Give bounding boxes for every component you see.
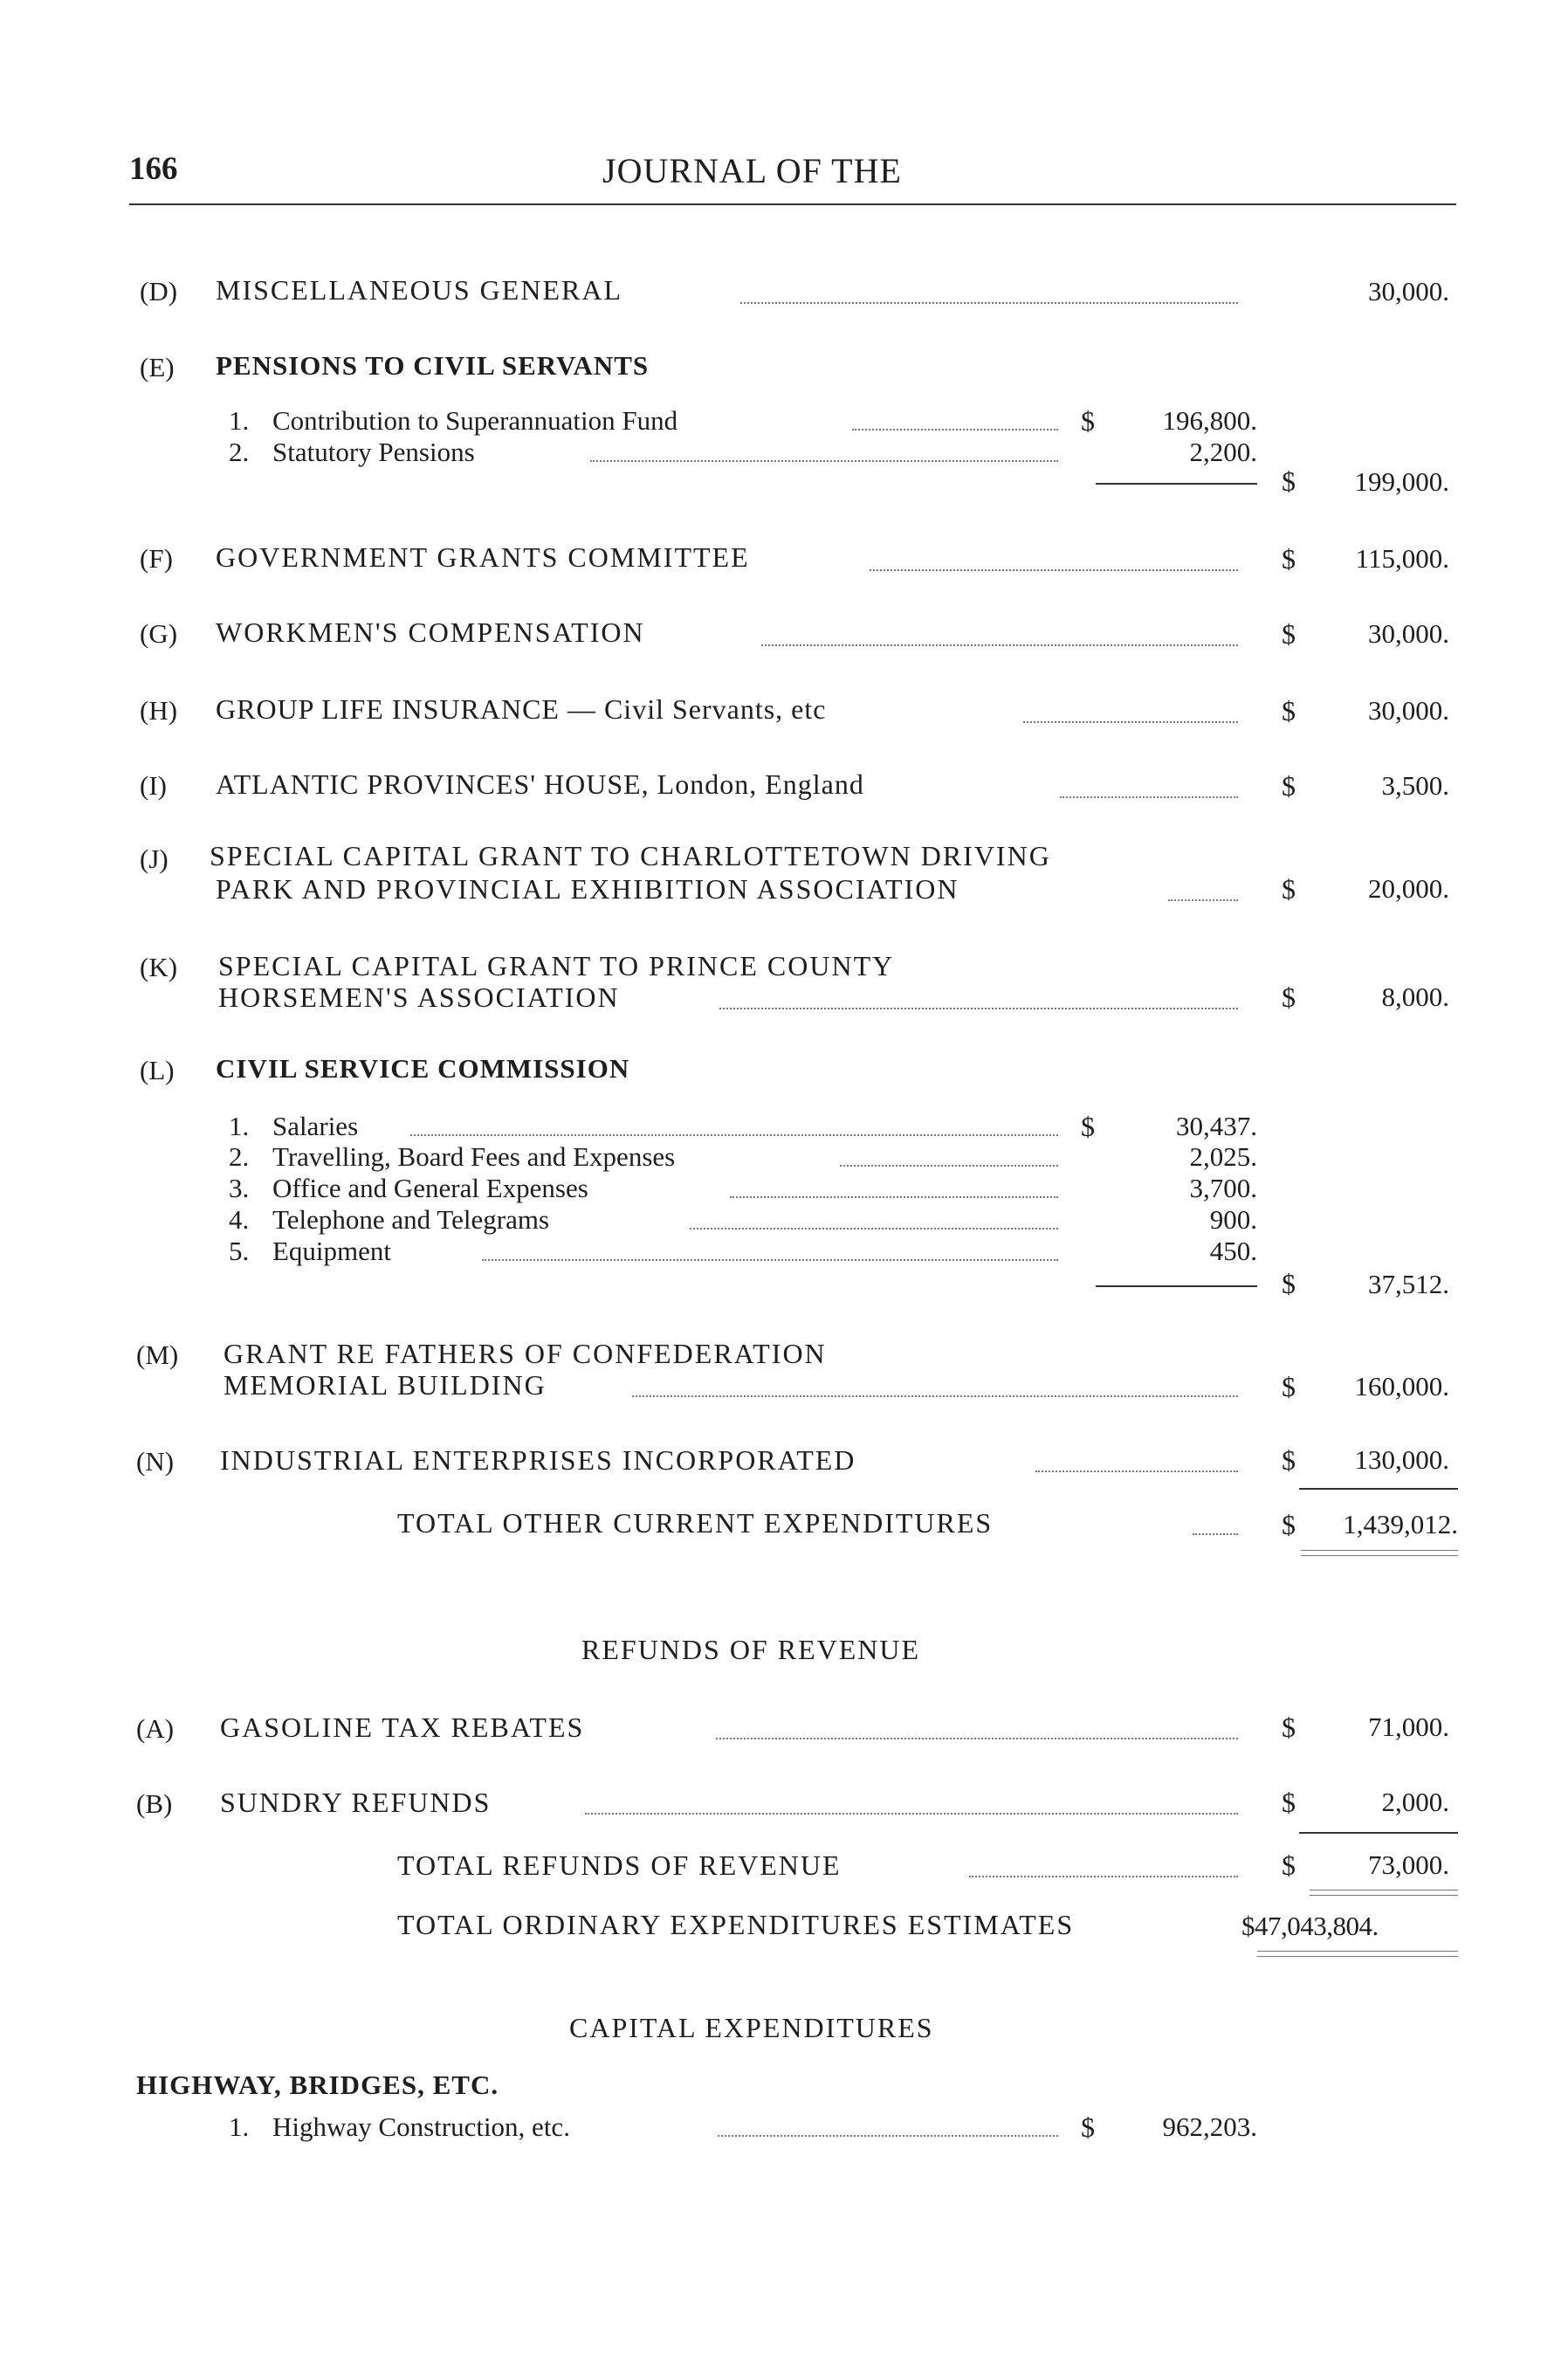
section-letter-m: (M) bbox=[136, 1340, 179, 1370]
double-rule bbox=[1257, 1951, 1458, 1952]
leader-dots bbox=[1035, 1470, 1238, 1472]
leader-dots bbox=[740, 302, 1238, 304]
total-ordinary-amount: $47,043,804. bbox=[1241, 1911, 1379, 1941]
leader-dots bbox=[1060, 796, 1238, 798]
dollar-sign: $ bbox=[1282, 1849, 1296, 1881]
leader-dots bbox=[852, 429, 1058, 430]
leader-dots bbox=[1168, 899, 1238, 901]
double-rule bbox=[1301, 1550, 1458, 1551]
item-label: Office and General Expenses bbox=[272, 1173, 588, 1203]
leader-dots bbox=[969, 1876, 1238, 1877]
refunds-heading: REFUNDS OF REVENUE bbox=[581, 1634, 921, 1665]
leader-dots bbox=[840, 1165, 1058, 1167]
leader-dots bbox=[718, 2135, 1058, 2137]
leader-dots bbox=[761, 644, 1238, 646]
section-title-m-line1: GRANT RE FATHERS OF CONFEDERATION bbox=[224, 1338, 827, 1369]
section-letter-b: (B) bbox=[136, 1788, 173, 1819]
item-amount: 196,800. bbox=[1162, 405, 1257, 436]
dollar-sign: $ bbox=[1081, 1111, 1095, 1142]
item-number: 4. bbox=[229, 1204, 250, 1235]
item-number: 1. bbox=[229, 1111, 250, 1141]
section-title-l: CIVIL SERVICE COMMISSION bbox=[216, 1053, 630, 1084]
item-amount: 2,025. bbox=[1189, 1141, 1257, 1172]
section-letter-f: (F) bbox=[140, 543, 173, 574]
section-title-d: MISCELLANEOUS GENERAL bbox=[216, 274, 622, 306]
section-title-k-line2: HORSEMEN'S ASSOCIATION bbox=[218, 981, 620, 1013]
section-title-n: INDUSTRIAL ENTERPRISES INCORPORATED bbox=[220, 1444, 856, 1476]
leader-dots bbox=[870, 569, 1238, 571]
capital-subheading: HIGHWAY, BRIDGES, ETC. bbox=[136, 2070, 499, 2100]
amount-j: 20,000. bbox=[1368, 873, 1449, 904]
amount-i: 3,500. bbox=[1381, 770, 1449, 801]
item-label: Highway Construction, etc. bbox=[272, 2111, 570, 2142]
amount-g: 30,000. bbox=[1368, 618, 1449, 649]
double-rule bbox=[1257, 1956, 1458, 1957]
leader-dots bbox=[719, 1008, 1238, 1009]
section-letter-h: (H) bbox=[140, 695, 178, 726]
section-title-f: GOVERNMENT GRANTS COMMITTEE bbox=[216, 541, 750, 573]
dollar-sign: $ bbox=[1282, 981, 1296, 1013]
amount-b: 2,000. bbox=[1381, 1787, 1449, 1817]
dollar-sign: $ bbox=[1081, 2111, 1095, 2143]
total-ordinary-label: TOTAL ORDINARY EXPENDITURES ESTIMATES bbox=[397, 1909, 1075, 1940]
section-title-j-line2: PARK AND PROVINCIAL EXHIBITION ASSOCIATION bbox=[216, 873, 959, 905]
leader-dots bbox=[632, 1395, 1238, 1397]
item-number: 5. bbox=[229, 1236, 250, 1266]
leader-dots bbox=[585, 1813, 1238, 1815]
subtotal-rule bbox=[1096, 1285, 1257, 1287]
leader-dots bbox=[730, 1196, 1058, 1198]
double-rule bbox=[1310, 1895, 1458, 1896]
dollar-sign: $ bbox=[1282, 1711, 1296, 1743]
page-number: 166 bbox=[129, 151, 178, 187]
item-number: 1. bbox=[229, 405, 250, 436]
section-title-k-line1: SPECIAL CAPITAL GRANT TO PRINCE COUNTY bbox=[218, 950, 895, 981]
amount-a: 71,000. bbox=[1368, 1711, 1449, 1742]
running-title: JOURNAL OF THE bbox=[602, 151, 902, 190]
dollar-sign: $ bbox=[1282, 1371, 1296, 1402]
dollar-sign: $ bbox=[1282, 1509, 1296, 1540]
total-other-label: TOTAL OTHER CURRENT EXPENDITURES bbox=[397, 1507, 994, 1539]
section-letter-k: (K) bbox=[140, 952, 178, 982]
item-number: 1. bbox=[229, 2111, 250, 2142]
sum-rule bbox=[1299, 1488, 1458, 1490]
section-letter-d: (D) bbox=[140, 276, 178, 306]
leader-dots bbox=[410, 1134, 1058, 1136]
leader-dots bbox=[482, 1259, 1058, 1261]
item-amount: 3,700. bbox=[1189, 1173, 1257, 1203]
dollar-sign: $ bbox=[1282, 695, 1296, 727]
item-label: Equipment bbox=[272, 1236, 392, 1266]
section-letter-n: (N) bbox=[136, 1446, 175, 1477]
sum-rule bbox=[1299, 1832, 1458, 1834]
item-amount: 900. bbox=[1209, 1204, 1257, 1235]
dollar-sign: $ bbox=[1282, 873, 1296, 905]
section-title-h: GROUP LIFE INSURANCE — Civil Servants, etc bbox=[216, 693, 827, 725]
leader-dots bbox=[1193, 1533, 1238, 1535]
item-label: Statutory Pensions bbox=[272, 437, 475, 467]
item-amount: 962,203. bbox=[1162, 2111, 1257, 2142]
item-amount: 2,200. bbox=[1189, 437, 1257, 467]
item-number: 2. bbox=[229, 437, 250, 467]
total-other-amount: 1,439,012. bbox=[1343, 1509, 1458, 1539]
leader-dots bbox=[716, 1738, 1238, 1739]
leader-dots bbox=[690, 1228, 1058, 1229]
item-label: Telephone and Telegrams bbox=[272, 1204, 550, 1235]
dollar-sign: $ bbox=[1282, 465, 1296, 497]
amount-f: 115,000. bbox=[1355, 543, 1449, 574]
header-rule bbox=[129, 203, 1456, 205]
section-letter-i: (I) bbox=[140, 770, 167, 801]
section-title-i: ATLANTIC PROVINCES' HOUSE, London, England bbox=[216, 768, 864, 800]
section-title-j-line1: SPECIAL CAPITAL GRANT TO CHARLOTTETOWN DRIVING bbox=[210, 840, 1051, 871]
section-title-a: GASOLINE TAX REBATES bbox=[220, 1711, 585, 1743]
section-letter-g: (G) bbox=[140, 618, 178, 649]
item-number: 3. bbox=[229, 1173, 250, 1203]
dollar-sign: $ bbox=[1282, 618, 1296, 650]
total-refunds-label: TOTAL REFUNDS OF REVENUE bbox=[397, 1849, 842, 1881]
section-title-g: WORKMEN'S COMPENSATION bbox=[216, 616, 645, 648]
double-rule bbox=[1301, 1555, 1458, 1556]
item-amount: 450. bbox=[1209, 1236, 1257, 1266]
amount-m: 160,000. bbox=[1354, 1371, 1449, 1401]
total-l: 37,512. bbox=[1368, 1269, 1449, 1299]
capital-heading: CAPITAL EXPENDITURES bbox=[569, 2012, 934, 2043]
dollar-sign: $ bbox=[1282, 770, 1296, 802]
total-e: 199,000. bbox=[1354, 466, 1449, 497]
section-title-b: SUNDRY REFUNDS bbox=[220, 1787, 492, 1818]
dollar-sign: $ bbox=[1081, 405, 1095, 437]
total-refunds-amount: 73,000. bbox=[1368, 1849, 1449, 1880]
dollar-sign: $ bbox=[1282, 543, 1296, 575]
section-title-m-line2: MEMORIAL BUILDING bbox=[224, 1369, 547, 1401]
item-amount: 30,437. bbox=[1176, 1111, 1257, 1141]
item-label: Salaries bbox=[272, 1111, 359, 1141]
section-letter-a: (A) bbox=[136, 1713, 175, 1744]
amount-d: 30,000. bbox=[1368, 276, 1449, 306]
item-label: Travelling, Board Fees and Expenses bbox=[272, 1141, 676, 1172]
item-label: Contribution to Superannuation Fund bbox=[272, 405, 678, 436]
section-letter-e: (E) bbox=[140, 352, 175, 382]
dollar-sign: $ bbox=[1282, 1268, 1296, 1299]
leader-dots bbox=[1023, 721, 1238, 723]
amount-k: 8,000. bbox=[1381, 981, 1449, 1012]
subtotal-rule bbox=[1096, 483, 1257, 485]
item-number: 2. bbox=[229, 1141, 250, 1172]
section-letter-j: (J) bbox=[140, 844, 168, 874]
amount-h: 30,000. bbox=[1368, 695, 1449, 726]
dollar-sign: $ bbox=[1282, 1444, 1296, 1476]
amount-n: 130,000. bbox=[1354, 1444, 1449, 1475]
leader-dots bbox=[590, 460, 1058, 462]
dollar-sign: $ bbox=[1282, 1787, 1296, 1818]
section-title-e: PENSIONS TO CIVIL SERVANTS bbox=[216, 350, 650, 381]
section-letter-l: (L) bbox=[140, 1055, 175, 1085]
